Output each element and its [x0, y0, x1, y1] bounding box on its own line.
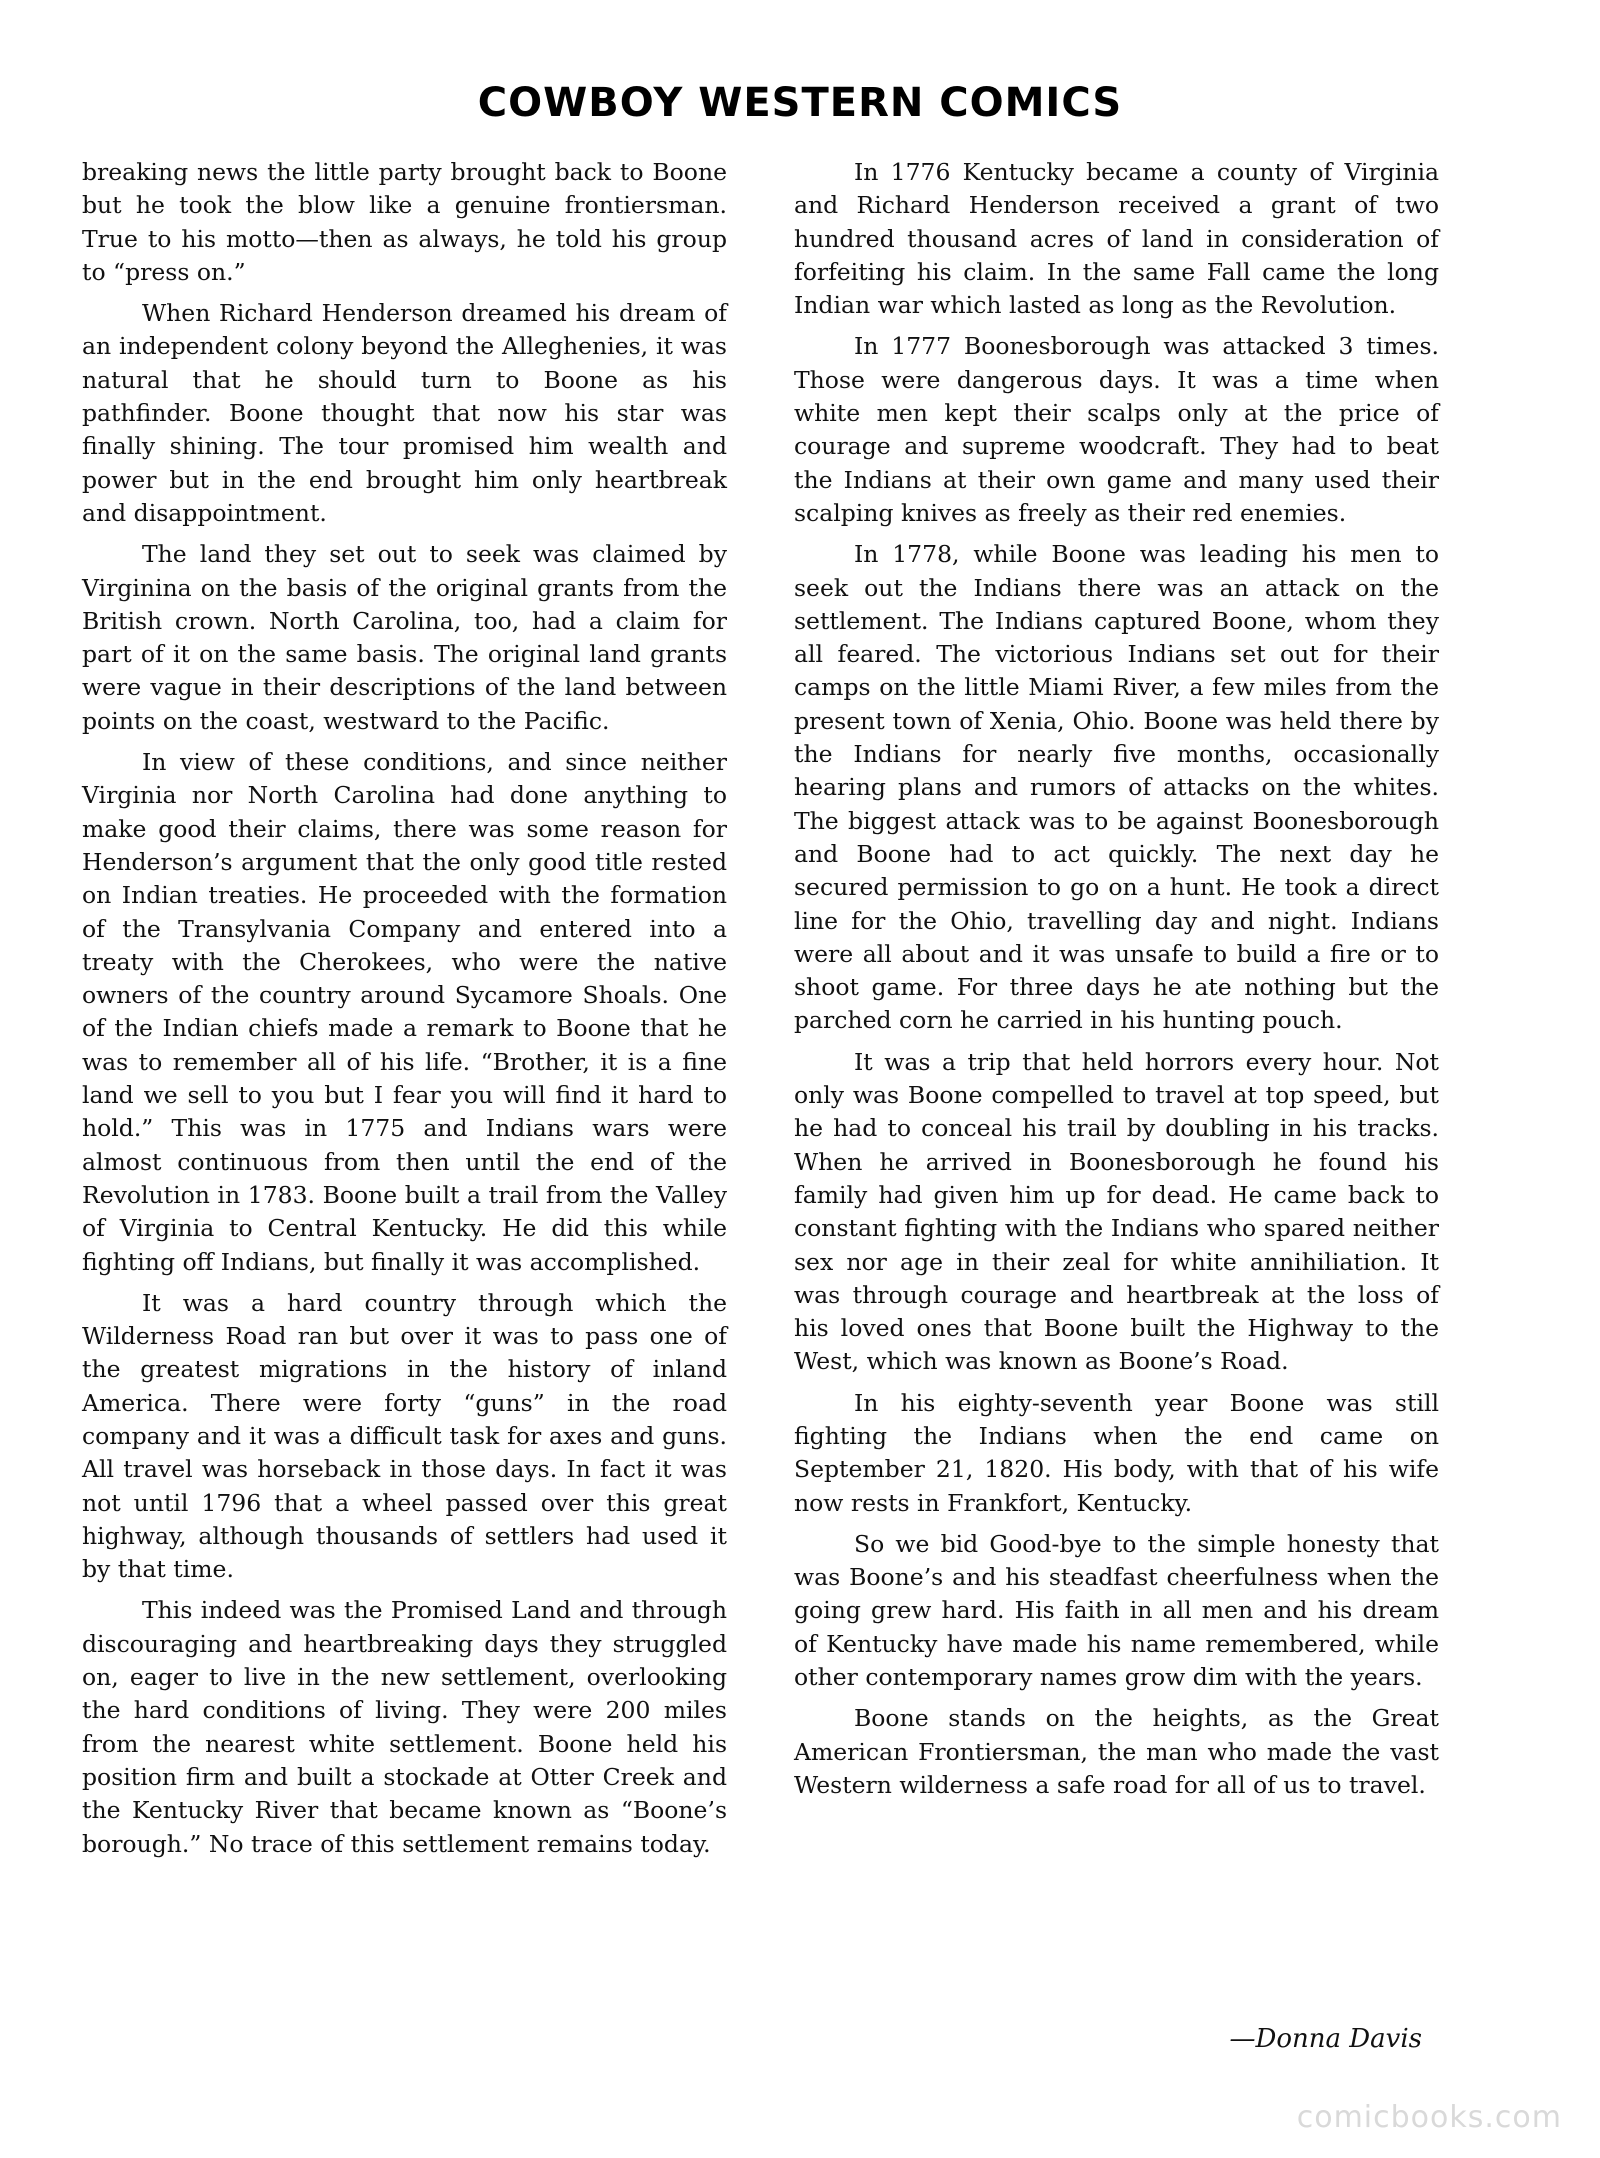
article-right-column: [794, 156, 1439, 1810]
paragraph: The land they set out to seek was claimed by Virginina on the basis of the original grants from the British crown. North Carolina, too, had a claim for part of it on the same basis. The original land grants were vague in their descriptions of the land between points on the coast, westward to the Pacific.: [82, 540, 727, 735]
paragraph: So we bid Good-bye to the simple honesty that was Boone’s and his steadfast cheerfulness when the going grew hard. His faith in all men and his dream of Kentucky have made his name remembered, while other contemporary names grow dim with the years.: [794, 1529, 1439, 1692]
author-signature: —Donna Davis: [1229, 2024, 1422, 2054]
page-title: COWBOY WESTERN COMICS: [477, 80, 1123, 126]
paragraph: This indeed was the Promised Land and through discouraging and heartbreaking days they struggled on, eager to live in the new settlement, overlooking the hard conditions of living. They were 200 miles from the nearest white settlement. Boone held his position firm and built a stockade at Otter Creek and the Kentucky River that became known as “Boone’s borough.” No trace of this settlement remains today.: [82, 1596, 727, 1858]
paragraph: It was a trip that held horrors every hour. Not only was Boone compelled to travel at top speed, but he had to conceal his trail by doubling in his tracks. When he arrived in Boonesborough he found his family had given him up for dead. He came back to constant fighting with the Indians who spared neither sex nor age in their zeal for white annihiliation. It was through courage and heartbreak at the loss of his loved ones that Boone built the Highway to the West, which was known as Boone’s Road.: [794, 1047, 1439, 1376]
paragraph: It was a hard country through which the Wilderness Road ran but over it was to pass one of the greatest migrations in the history of inland America. There were forty “guns” in the road company and it was a difficult task for axes and guns. All travel was horseback in those days. In fact it was not until 1796 that a wheel passed over this great highway, although thousands of settlers had used it by that time.: [82, 1288, 727, 1584]
watermark: comicbooks.com: [1296, 2100, 1562, 2135]
paragraph: In 1777 Boonesborough was attacked 3 times. Those were dangerous days. It was a time when white men kept their scalps only at the price of courage and supreme woodcraft. They had to beat the Indians at their own game and many used their scalping knives as freely as their red enemies.: [794, 332, 1439, 527]
paragraph: Boone stands on the heights, as the Great American Frontiersman, the man who made the vast Western wilderness a safe road for all of us to travel.: [794, 1704, 1439, 1799]
article-left-column: [82, 156, 727, 1869]
paragraph: breaking news the little party brought back to Boone but he took the blow like a genuine frontiersman. True to his motto—then as always, he told his group to “press on.”: [82, 158, 727, 286]
paragraph: When Richard Henderson dreamed his dream of an independent colony beyond the Alleghenies, it was natural that he should turn to Boone as his pathfinder. Boone thought that now his star was finally shining. The tour promised him wealth and power but in the end brought him only heartbreak and disappointment.: [82, 299, 727, 527]
paragraph: In 1778, while Boone was leading his men to seek out the Indians there was an attack on the settlement. The Indians captured Boone, whom they all feared. The victorious Indians set out for their camps on the little Miami River, a few miles from the present town of Xenia, Ohio. Boone was held there by the Indians for nearly five months, occasionally hearing plans and rumors of attacks on the whites. The biggest attack was to be against Boonesborough and Boone had to act quickly. The next day he secured permission to go on a hunt. He took a direct line for the Ohio, travelling day and night. Indians were all about and it was unsafe to build a fire or to shoot game. For three days he ate nothing but the parched corn he carried in his hunting pouch.: [794, 540, 1439, 1035]
paragraph: In his eighty-seventh year Boone was still fighting the Indians when the end came on September 21, 1820. His body, with that of his wife now rests in Frankfort, Kentucky.: [794, 1388, 1439, 1517]
paragraph: In view of these conditions, and since neither Virginia nor North Carolina had done anything to make good their claims, there was some reason for Henderson’s argument that the only good title rested on Indian treaties. He proceeded with the formation of the Transylvania Company and entered into a treaty with the Cherokees, who were the native owners of the country around Sycamore Shoals. One of the Indian chiefs made a remark to Boone that he was to remember all of his life. “Brother, it is a fine land we sell to you but I fear you will find it hard to hold.” This was in 1775 and Indians wars were almost continuous from then until the end of the Revolution in 1783. Boone built a trail from the Valley of Virginia to Central Kentucky. He did this while fighting off Indians, but finally it was accomplished.: [82, 748, 727, 1276]
paragraph: In 1776 Kentucky became a county of Virginia and Richard Henderson received a grant of two hundred thousand acres of land in consideration of forfeiting his claim. In the same Fall came the long Indian war which lasted as long as the Revolution.: [794, 158, 1439, 320]
